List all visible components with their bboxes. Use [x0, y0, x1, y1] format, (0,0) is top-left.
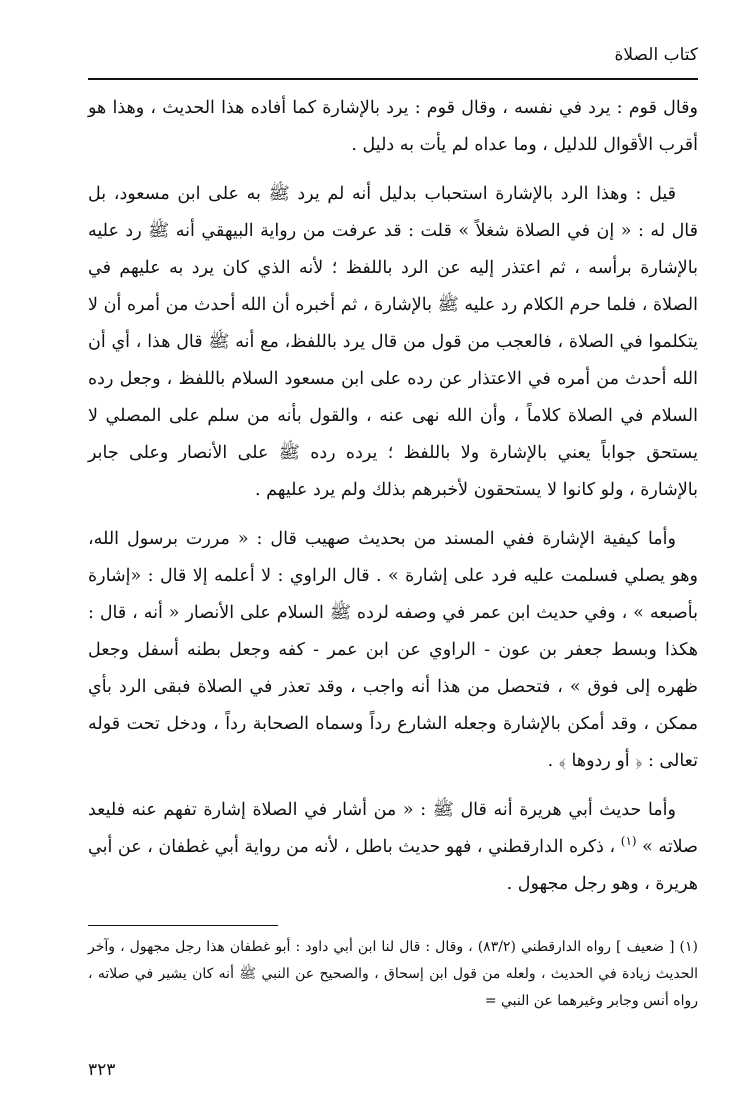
footnote-rule — [88, 925, 278, 926]
footnote-reference[interactable]: (١) — [620, 834, 637, 849]
paragraph-4-before-ref: وأما حديث أبي هريرة أنه قال ﷺ : « من أشار في الصلاة إشارة تفهم عنه فليعد صلاته » — [88, 800, 698, 857]
running-header-title: كتاب الصلاة — [614, 45, 698, 65]
footnote-section — [88, 925, 698, 1015]
body-text — [88, 90, 698, 903]
paragraph-2: قيل : وهذا الرد بالإشارة استحباب بدليل أنه لم يرد ﷺ به على ابن مسعود، بل قال له : « إن في الصلاة شغلاً » قلت : قد عرفت من رواية البيهقي أنه ﷺ رد عليه بالإشارة برأسه ، ثم اعتذر إليه عن الرد باللفظ ؛ لأنه الذي كان يرد به عليهم في الصلاة ، فلما حرم الكلام رد عليه ﷺ بالإشارة ، ثم أخبره أن الله أحدث من أمره أن لا يتكلموا في الصلاة ، فالعجب من قول من قال يرد باللفظ، مع أنه ﷺ قال هذا ، أي أن الله أحدث من أمره في الاعتذار عن رده على ابن مسعود السلام باللفظ ، وجعل رده السلام في الصلاة كلاماً ، وأن الله نهى عنه ، والقول بأنه من سلم على المصلي لا يستحق جواباً يعني بالإشارة ولا باللفظ ؛ يرده رده ﷺ على الأنصار وعلى جابر بالإشارة ، ولو كانوا لا يستحقون لأخبرهم بذلك ولم يرد عليهم . — [88, 184, 698, 500]
paragraph-3: وأما كيفية الإشارة ففي المسند من بحديث صهيب قال : « مررت برسول الله، وهو يصلي فسلمت عليه فرد على إشارة » . قال الراوي : لا أعلمه إلا قال : «إشارة بأصبعه » ، وفي حديث ابن عمر في وصفه لرده ﷺ السلام على الأنصار « أنه ، قال : هكذا وبسط جعفر بن عون - الراوي عن ابن عمر - كفه وجعل بطنه أسفل وجعل ظهره إلى فوق » ، فتحصل من هذا أنه واجب ، وقد تعذر في الصلاة فبقى الرد بأي ممكن ، وقد أمكن بالإشارة وجعله الشارع رداً وسماه الصحابة رداً ، ودخل تحت قوله تعالى : ﴿ أو ردوها ﴾ . — [88, 529, 698, 771]
page-number: ٣٢٣ — [88, 1060, 116, 1080]
paragraph-1: وقال قوم : يرد في نفسه ، وقال قوم : يرد بالإشارة كما أفاده هذا الحديث ، وهذا هو أقرب الأقوال للدليل ، وما عداه لم يأت به دليل . — [88, 98, 698, 155]
paragraph-4 — [88, 792, 698, 903]
paragraph-4-after-ref: ، ذكره الدارقطني ، فهو حديث باطل ، لأنه من رواية أبي غطفان ، عن أبي هريرة ، وهو رجل مجهول . — [88, 837, 698, 894]
header-rule — [88, 78, 698, 80]
book-page — [88, 42, 698, 1082]
footnote-text: (١) [ ضعيف ] رواه الدارقطني (٨٣/٢) ، وقال : قال لنا ابن أبي داود : أبو غطفان هذا رجل مجهول ، وآخر الحديث زيادة في الحديث ، ولعله من قول ابن إسحاق ، والصحيح عن النبي ﷺ أنه كان يشير في صلاته ، رواه أنس وجابر وغيرهما عن النبي = — [88, 939, 698, 1009]
